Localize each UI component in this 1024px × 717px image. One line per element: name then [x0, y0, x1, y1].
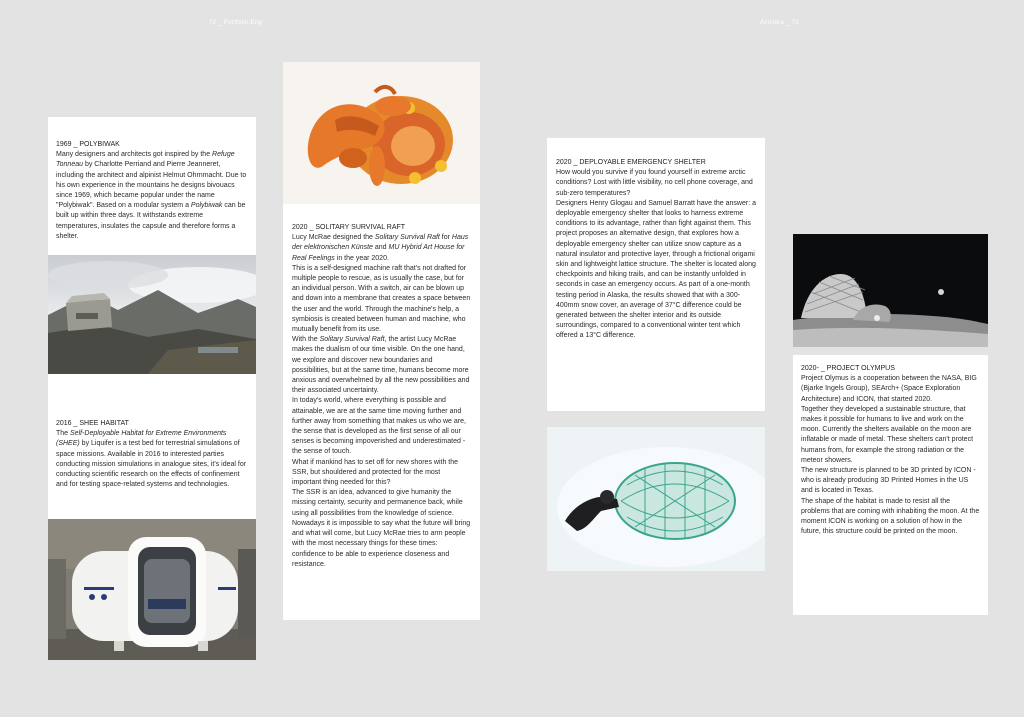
olympus-para-2: Together they developed a sustainable structure, that makes it possible for humans to live and work on the moon. Currently the shelters available on the moon are inflatable or made of metal. These shelters can't protect humans from, for example the strong radiation or the meteor showers.	[801, 405, 974, 464]
olympus-para-1: Project Olymus is a cooperation between the NASA, BIG (Bjarke Ingels Group), SEArch+ (Space Exploration Architecture) and ICON, that started 2020.	[801, 375, 977, 403]
shee-card	[48, 374, 256, 519]
polybiwak-photo	[48, 255, 256, 374]
raft-para-5: The SSR is an idea, advanced to give humanity the missing certainty, security and permanence back, while using all possibilities from the knowledge of science. Nowadays it is impossible to say what the future will bring and what will come, but Lucy McRae tries to arm people with the most necessary things for these times: confidence to be able to experience closeness and resistance.	[292, 489, 471, 568]
polybiwak-title: 1969 _ POLYBIWAK	[56, 141, 120, 148]
raft-para-4: What if mankind has to set off for new shores with the SSR, but shouldered and protected for the most important thing needed for this?	[292, 458, 459, 487]
polybiwak-card	[48, 117, 256, 255]
raft-title: 2020 _ SOLITARY SURVIVAL RAFT	[292, 224, 406, 231]
raft-photo	[283, 62, 480, 204]
shelter-card	[547, 138, 765, 411]
olympus-photo	[793, 234, 988, 347]
shelter-para-2: Designers Henry Glogau and Samuel Barratt have the answer: a deployable emergency shelter that looks to harness extreme conditions to its advantage, rather than fight against them. This project proposes an alternative design, that explores how a deployable emergency shelter can utilize snow capture as a natural insulator and protective layer, through a frictional origami skin and lightweight lattice structure. The shelter is located along checkpoints and hiking trails, and can be instantly unfolded in seconds in case an emergency occurs. As part of a one-month testing period in Alaska, the results showed that with a 300-400mm snow cover, an average of 37°C difference could be generated between the shelter interior and its outside surroundings, compared to a conventional winter tent which offered a 13°C difference.	[556, 199, 756, 340]
shee-title: 2016 _ SHEE HABITAT	[56, 420, 129, 427]
shee-text: The Self-Deployable Habitat for Extreme Environments (SHEE) by Liquifer is a test bed for terrestrial simulations of space missions. Available in 2016 to interested parties conducting mission simulations in analogue sites, it's ideal for conducting scientific research on the effects of confinement and for testing space-related systems and technologies.	[56, 430, 247, 489]
olympus-para-4: The shape of the habitat is made to resist all the problems that are coming with inhabiting the moon. At the moment ICON is working on a solution of how in the future, this structure could be printed on the moon.	[801, 497, 980, 536]
raft-para-3: In today's world, where everything is possible and attainable, we are at the same time moving further and further away from something that makes us who we are, the sense that is developed as the first sense of all our senses is becoming impoverished and underestimated - the sense of touch.	[292, 397, 466, 456]
raft-para-1: This is a self-designed machine raft that's not drafted for multiple people to rescue, as is usually the case, but for an individual person. With a switch, air can be blown up and down into a membrane that creates a space between the user and the world. Through the machine's help, a symbiosis is created between human and machine, who mutually benefit from its use.	[292, 264, 471, 334]
raft-intro: Lucy McRae designed the Solitary Survival Raft for Haus der elektronischen Künste and MU Hybrid Art House for Real Feelings in the year 2020.	[292, 234, 469, 262]
olympus-para-3: The new structure is planned to be 3D printed by ICON - who is already producing 3D Printed Homes in the US and is located in Texas.	[801, 467, 976, 495]
polybiwak-text: Many designers and architects got inspired by the Refuge Tonneau by Charlotte Perriand and Pierre Jeanneret, including the architect and alpinist Helmut Ohrnmacht. Due to his own experience in the mountains he designs bivouacs since 1969, which became popular under the name "Polybiwak". Based on a modular system a Polybiwak can be built up within three days. It withstands extreme temperatures, insulates the capsule and therefore forms a shelter.	[56, 151, 247, 240]
olympus-card	[793, 355, 988, 615]
raft-card	[283, 204, 480, 620]
olympus-title: 2020- _ PROJECT OLYMPUS	[801, 365, 895, 372]
folio-right: Asistera _ 73	[760, 20, 799, 26]
shelter-title: 2020 _ DEPLOYABLE EMERGENCY SHELTER	[556, 159, 706, 166]
shee-photo	[48, 519, 256, 660]
raft-para-2: With the Solitary Survival Raft, the artist Lucy McRae makes the dualism of our time visible. On the one hand, we explore and discover new boundaries and possibilities, but at the same time, humans become more anxious and overwhelmed by all the new possibilities and their associated uncertainty.	[292, 336, 470, 395]
folio-left: 72 _ Portfolio.Eng	[209, 20, 263, 26]
shelter-photo	[547, 427, 765, 571]
shelter-para-1: How would you survive if you found yourself in extreme arctic conditions? Lost with little visibility, no cell phone coverage, and sub-zero temperatures?	[556, 169, 753, 197]
